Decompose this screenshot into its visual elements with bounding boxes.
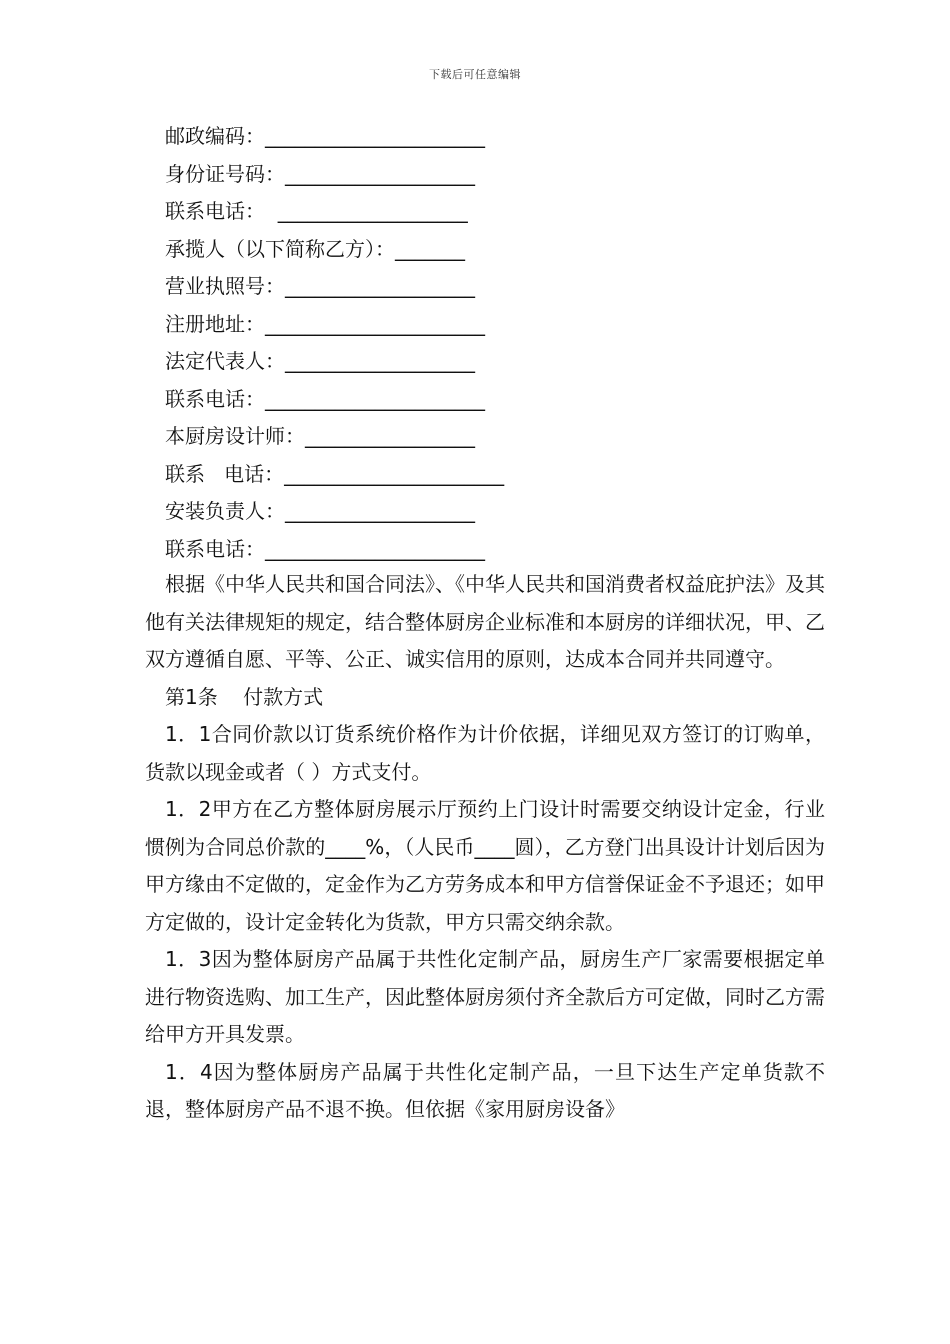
legal-representative-field: 法定代表人：___________________	[165, 349, 475, 373]
installer-phone-field: 联系电话：______________________	[165, 536, 485, 561]
clause-1-2: 1．2甲方在乙方整体厨房展示厅预约上门设计时需要交纳设计定金，行业惯例为合同总价款的____%，（人民币____圆），乙方登门出具设计计划后因为甲方缘由不定做的，定金作为乙方劳务成本和甲方信誉保证金不予退还；如甲方定做的，设计定金转化为货款，甲方只需交纳余款。	[145, 797, 825, 934]
registered-address-field: 注册地址：______________________	[165, 311, 485, 336]
clause-1-4: 1．4因为整体厨房产品属于共性化定制产品，一旦下达生产定单货款不退，整体厨房产品不退不换。但依据《家用厨房设备》	[145, 1059, 825, 1121]
business-license-field: 营业执照号：___________________	[165, 274, 475, 298]
kitchen-designer-field: 本厨房设计师：_________________	[165, 424, 475, 448]
contractor-field: 承揽人（以下简称乙方）：_______	[165, 236, 465, 261]
contract-body	[145, 566, 825, 1129]
preamble-paragraph: 根据《中华人民共和国合同法》、《中华人民共和国消费者权益庇护法》及其他有关法律规矩的规定，结合整体厨房企业标准和本厨房的详细状况，甲、乙双方遵循自愿、平等、公正、诚实信用的原则，达成本合同并共同遵守。	[145, 572, 825, 671]
postal-code-field: 邮政编码：______________________	[165, 124, 485, 148]
contract-party-fields	[165, 118, 504, 568]
designer-phone-field: 联系 电话：______________________	[165, 461, 505, 486]
party-a-phone-field: 联系电话： ___________________	[165, 199, 468, 223]
page-header: 下载后可任意编辑	[429, 68, 521, 81]
article-heading: 第1条 付款方式	[165, 684, 324, 709]
clause-1-3: 1．3因为整体厨房产品属于共性化定制产品，厨房生产厂家需要根据定单进行物资选购、加工生产，因此整体厨房须付齐全款后方可定做，同时乙方需给甲方开具发票。	[145, 947, 825, 1046]
installer-field: 安装负责人：___________________	[165, 499, 475, 523]
clause-1-1: 1．1合同价款以订货系统价格作为计价依据，详细见双方签订的订购单，货款以现金或者（ ）方式支付。	[145, 722, 825, 784]
party-b-phone-field: 联系电话：______________________	[165, 386, 485, 411]
id-number-field: 身份证号码：___________________	[165, 161, 475, 186]
